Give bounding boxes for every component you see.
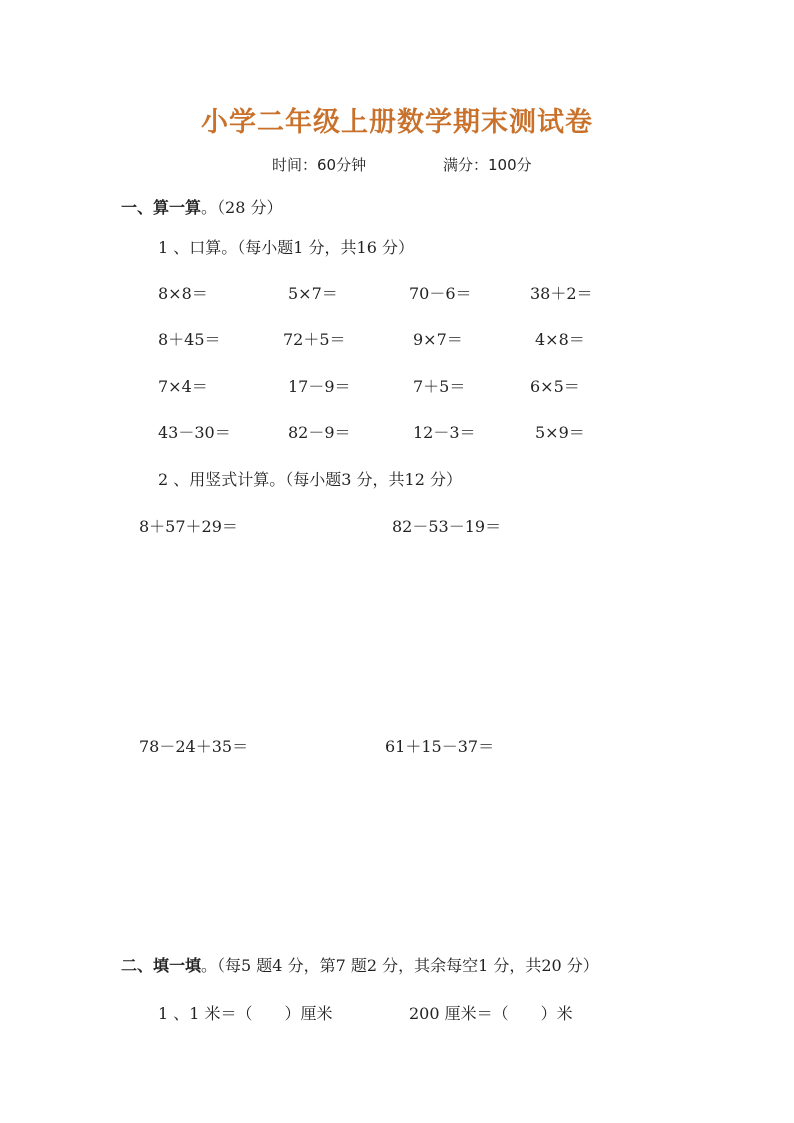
question-1-2-label: 2 、用竖式计算。（每小题3 分，共12 分） xyxy=(158,470,462,489)
oral-calc-item: 82－9＝ xyxy=(288,423,351,442)
vertical-calc-item: 78－24＋35＝ xyxy=(139,737,249,756)
vertical-calc-item: 61＋15－37＝ xyxy=(385,737,495,756)
exam-full-score: 满分：100分 xyxy=(443,156,532,174)
oral-calc-item: 4×8＝ xyxy=(535,330,585,349)
page-title: 小学二年级上册数学期末测试卷 xyxy=(201,107,593,138)
section-2-title: 填一填 xyxy=(153,956,202,975)
oral-calc-item: 7×4＝ xyxy=(158,377,208,396)
question-2-1-part-1: 1 、1 米＝（ ）厘米 xyxy=(158,1004,333,1023)
exam-time: 时间：60分钟 xyxy=(272,156,367,174)
oral-calc-item: 8×8＝ xyxy=(158,284,208,303)
section-1-title: 算一算 xyxy=(153,198,202,217)
section-2-number: 二、 xyxy=(121,956,154,975)
section-1-note: 。（28 分） xyxy=(201,198,283,217)
section-2-heading xyxy=(121,953,599,976)
oral-calc-item: 9×7＝ xyxy=(413,330,463,349)
oral-calc-item: 8＋45＝ xyxy=(158,330,221,349)
section-1-number: 一、 xyxy=(121,198,154,217)
oral-calc-item: 17－9＝ xyxy=(288,377,351,396)
oral-calc-item: 38＋2＝ xyxy=(530,284,593,303)
oral-calc-item: 5×9＝ xyxy=(535,423,585,442)
oral-calc-item: 6×5＝ xyxy=(530,377,580,396)
vertical-calc-item: 8＋57＋29＝ xyxy=(139,517,238,536)
question-2-1-part-2: 200 厘米＝（ ）米 xyxy=(409,1004,573,1023)
oral-calc-item: 5×7＝ xyxy=(288,284,338,303)
section-1-heading xyxy=(121,195,282,218)
oral-calc-item: 12－3＝ xyxy=(413,423,476,442)
oral-calc-item: 72＋5＝ xyxy=(283,330,346,349)
oral-calc-item: 70－6＝ xyxy=(409,284,472,303)
question-1-1-label: 1 、口算。（每小题1 分，共16 分） xyxy=(158,238,414,257)
oral-calc-item: 7＋5＝ xyxy=(413,377,466,396)
section-2-note: 。（每5 题4 分，第7 题2 分，其余每空1 分，共20 分） xyxy=(201,956,599,975)
oral-calc-item: 43－30＝ xyxy=(158,423,231,442)
vertical-calc-item: 82－53－19＝ xyxy=(392,517,502,536)
